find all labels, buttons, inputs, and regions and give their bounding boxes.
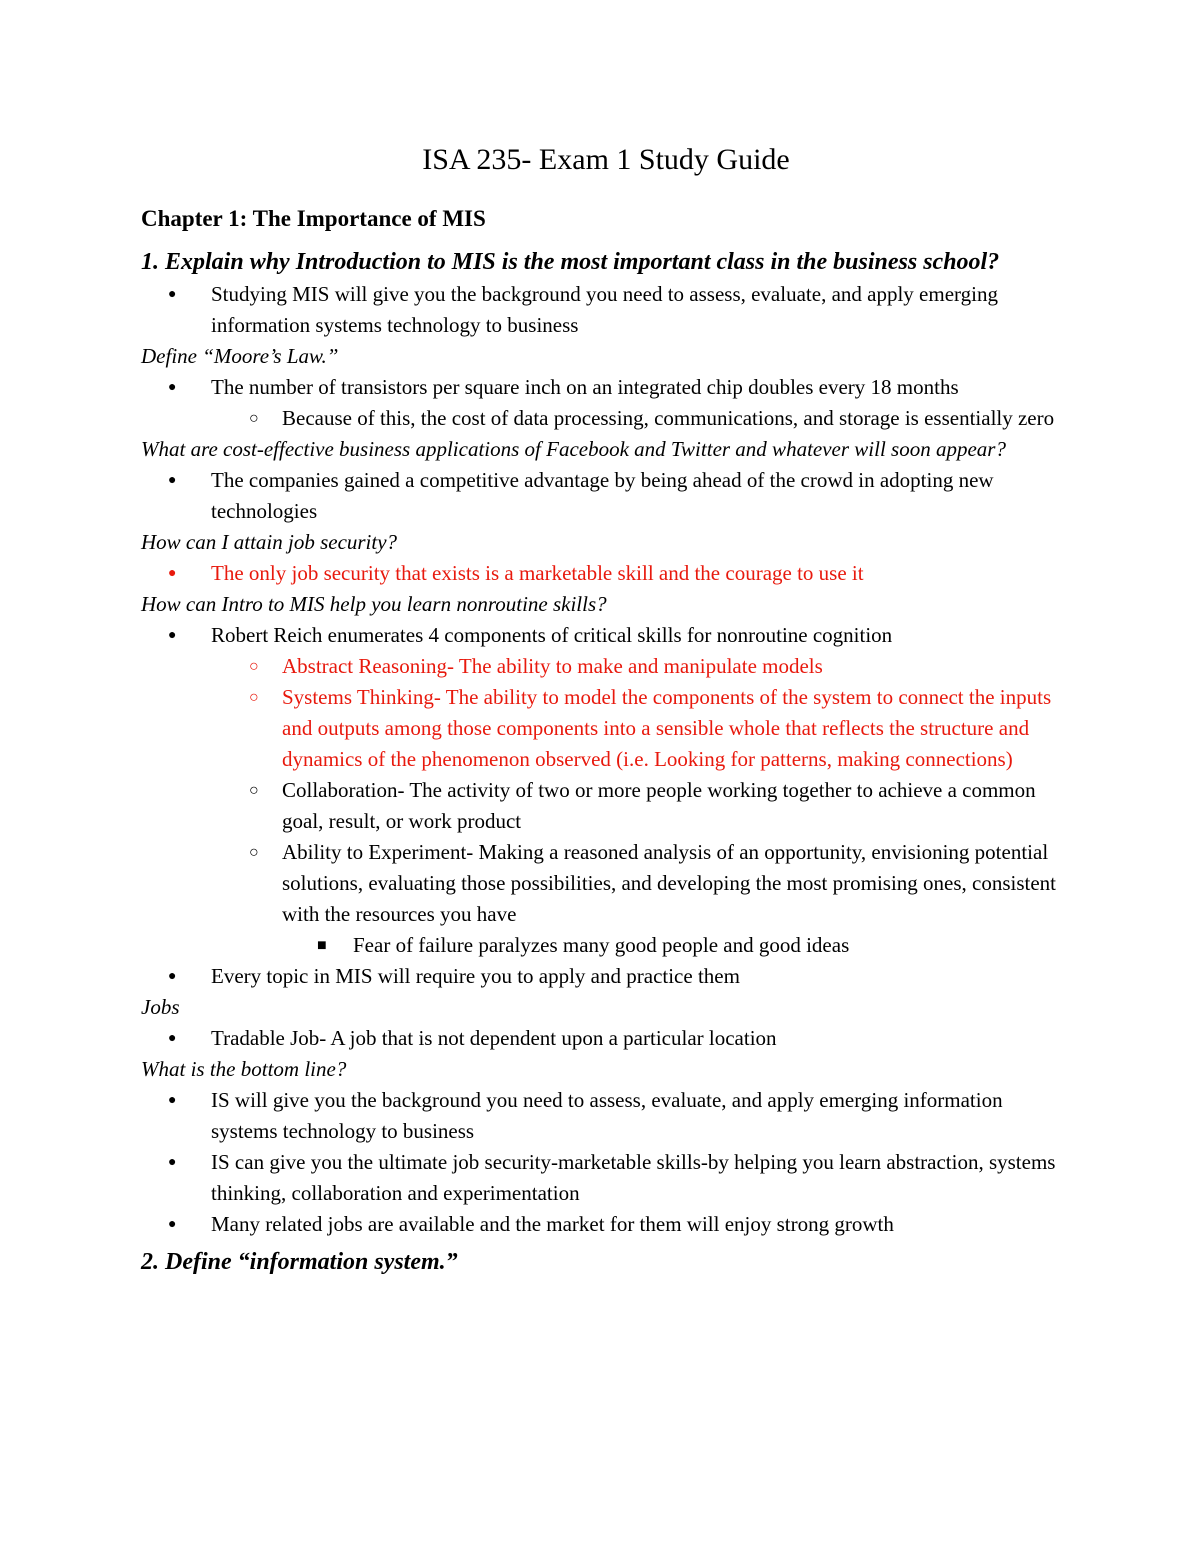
question-2-heading: 2. Define “information system.” (141, 1249, 458, 1275)
list-item: ● Many related jobs are available and the market for them will enjoy strong growth (141, 1209, 1071, 1240)
list-item: ● Robert Reich enumerates 4 components of critical skills for nonroutine cognition (141, 620, 1071, 651)
list-item: ● The number of transistors per square inch on an integrated chip doubles every 18 months (141, 372, 1071, 403)
circle-bullet-icon: ○ (249, 844, 259, 861)
moores-law-label: Define “Moore’s Law.” (141, 344, 339, 368)
circle-bullet-icon: ○ (249, 689, 259, 706)
list-item: ● Tradable Job- A job that is not dependent upon a particular location (141, 1023, 1071, 1054)
list-item: ■ Fear of failure paralyzes many good people and good ideas (141, 930, 1071, 961)
list-item: ○ Ability to Experiment- Making a reasoned analysis of an opportunity, envisioning potential solutions, evaluating those possibilities, and developing the most promising ones, consistent with the resources you have (141, 837, 1071, 930)
list-item: ● The only job security that exists is a marketable skill and the courage to use it (141, 558, 1071, 589)
bullet-icon: ● (168, 969, 177, 984)
bullet-icon: ● (168, 287, 177, 302)
list-item: ○ Because of this, the cost of data processing, communications, and storage is essentially zero (141, 403, 1071, 434)
bullet-icon: ● (168, 473, 177, 488)
list-item: ● IS can give you the ultimate job security-marketable skills-by helping you learn abstraction, systems thinking, collaboration and experimentation (141, 1147, 1071, 1209)
list-item: ○ Abstract Reasoning- The ability to make and manipulate models (141, 651, 1071, 682)
chapter-heading: Chapter 1: The Importance of MIS (141, 206, 486, 231)
circle-bullet-icon: ○ (249, 410, 259, 427)
list-item: ○ Collaboration- The activity of two or more people working together to achieve a common goal, result, or work product (141, 775, 1071, 837)
bullet-icon: ● (168, 1031, 177, 1046)
bullet-icon: ● (168, 628, 177, 643)
bullet-icon: ● (168, 1093, 177, 1108)
bullet-icon: ● (168, 1155, 177, 1170)
document-body (141, 140, 1071, 1279)
list-item: ○ Systems Thinking- The ability to model the components of the system to connect the inputs and outputs among those components into a sensible whole that reflects the structure and dynamics of the phenomenon observed (i.e. Looking for patterns, making connections) (141, 682, 1071, 775)
bullet-icon: ● (168, 380, 177, 395)
list-item: ● The companies gained a competitive advantage by being ahead of the crowd in adopting new technologies (141, 465, 1071, 527)
page-title: ISA 235- Exam 1 Study Guide (422, 143, 790, 176)
cost-effective-label: What are cost-effective business applications of Facebook and Twitter and whatever will soon appear? (141, 437, 1006, 461)
nonroutine-skills-label: How can Intro to MIS help you learn nonroutine skills? (141, 592, 607, 616)
list-item: ● IS will give you the background you need to assess, evaluate, and apply emerging information systems technology to business (141, 1085, 1071, 1147)
bottom-line-label: What is the bottom line? (141, 1057, 347, 1081)
job-security-label: How can I attain job security? (141, 530, 398, 554)
square-bullet-icon: ■ (317, 937, 327, 954)
list-item: ● Every topic in MIS will require you to apply and practice them (141, 961, 1071, 992)
jobs-label: Jobs (141, 995, 180, 1019)
circle-bullet-icon: ○ (249, 782, 259, 799)
list-item: ● Studying MIS will give you the background you need to assess, evaluate, and apply emerging information systems technology to business (141, 279, 1071, 341)
question-1-heading: 1. Explain why Introduction to MIS is the most important class in the business school? (141, 249, 1000, 275)
bullet-icon: ● (168, 566, 177, 581)
circle-bullet-icon: ○ (249, 658, 259, 675)
bullet-icon: ● (168, 1217, 177, 1232)
